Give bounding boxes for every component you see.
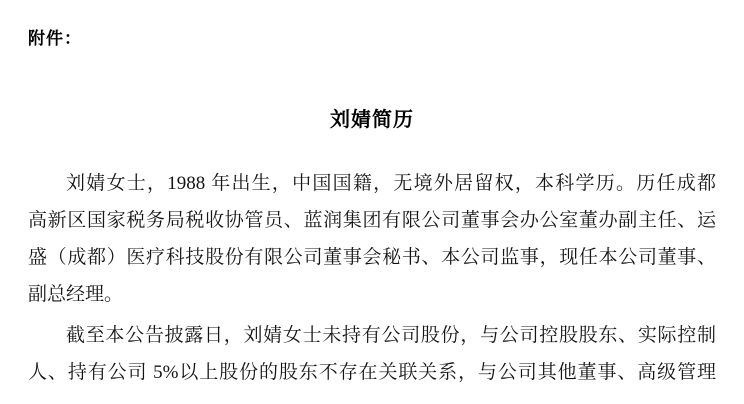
attachment-label: 附件： — [28, 29, 82, 48]
resume-title: 刘婧简历 — [330, 109, 414, 131]
body-text-line: 刘婧女士，1988 年出生，中国国籍，无境外居留权，本科学历。历任成都 — [66, 173, 716, 194]
body-text-line: 副总经理。 — [28, 284, 124, 305]
shareholding-paragraph — [28, 322, 716, 396]
body-text-line: 盛（成都）医疗科技股份有限公司董事会秘书、本公司监事，现任本公司董事、 — [28, 247, 716, 268]
body-text-line: 人、持有公司 5%以上股份的股东不存在关联关系，与公司其他董事、高级管理 — [28, 362, 716, 383]
biography-paragraph — [28, 170, 716, 318]
body-text-line: 截至本公告披露日，刘婧女士未持有公司股份，与公司控股股东、实际控制 — [66, 325, 716, 346]
body-text-line: 高新区国家税务局税收协管员、蓝润集团有限公司董事会办公室董办副主任、运 — [28, 210, 716, 231]
resume-body — [28, 170, 716, 396]
